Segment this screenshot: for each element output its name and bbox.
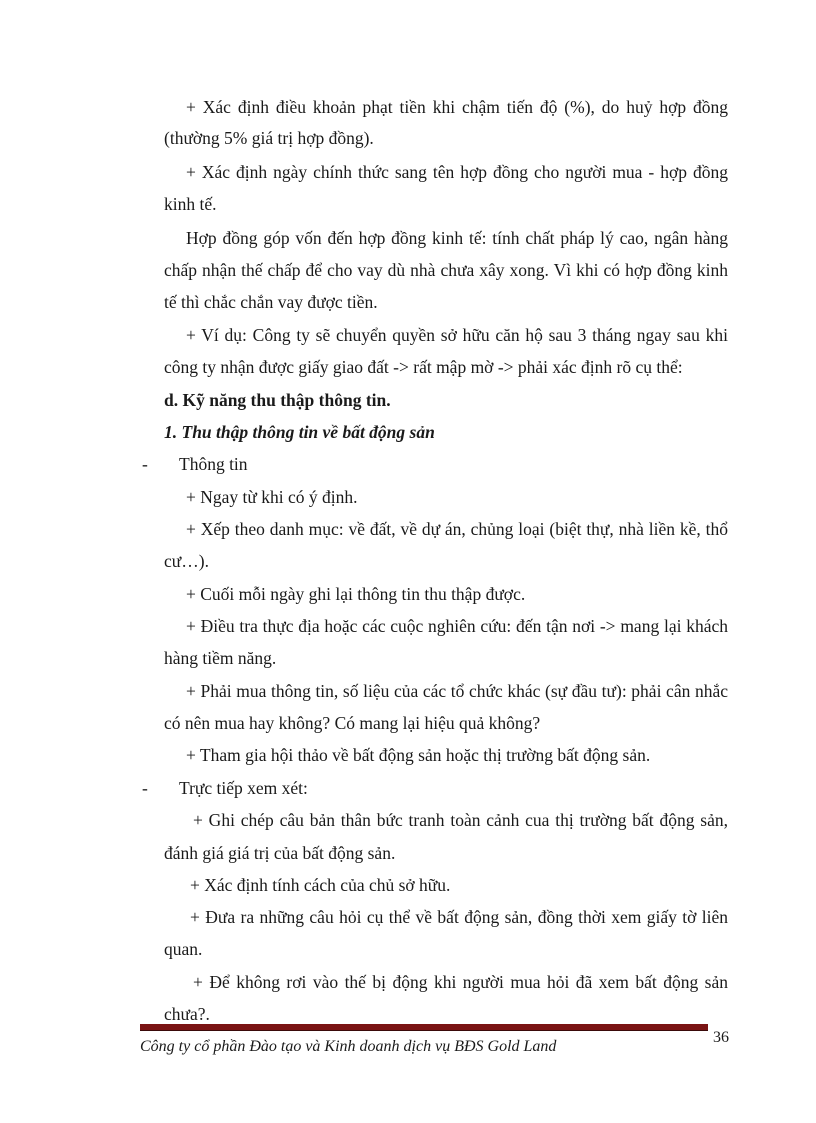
list-item: có nên mua hay không? Có mang lại hiệu quả không? [164, 713, 541, 733]
list-item: + Ghi chép câu bản thân bức tranh toàn cảnh cua thị trường bất động sản, [193, 810, 728, 830]
list-item: + Cuối mỗi ngày ghi lại thông tin thu thập được. [186, 584, 526, 604]
list-item: + Phải mua thông tin, số liệu của các tổ chức khác (sự đầu tư): phải cân nhắc [186, 681, 728, 701]
list-title: Thông tin [179, 454, 248, 474]
paragraph-line: + Xác định ngày chính thức sang tên hợp đồng cho người mua - hợp đồng [186, 162, 728, 182]
subsection-heading: 1. Thu thập thông tin về bất động sản [164, 422, 435, 442]
paragraph-line: + Xác định điều khoản phạt tiền khi chậm tiến độ (%), do huỷ hợp đồng [186, 97, 728, 117]
list-title: Trực tiếp xem xét: [179, 778, 308, 798]
list-item: cư…). [164, 551, 209, 571]
list-item: quan. [164, 939, 203, 959]
paragraph-line: + Ví dụ: Công ty sẽ chuyển quyền sở hữu căn hộ sau 3 tháng ngay sau khi [186, 325, 728, 345]
list-item: đánh giá giá trị của bất động sản. [164, 843, 396, 863]
list-dash: - [142, 454, 148, 474]
paragraph-line: Hợp đồng góp vốn đến hợp đồng kinh tế: tính chất pháp lý cao, ngân hàng [186, 228, 728, 248]
list-item: + Để không rơi vào thế bị động khi người mua hỏi đã xem bất động sản [193, 972, 728, 992]
list-item: + Ngay từ khi có ý định. [186, 487, 358, 507]
list-item: + Tham gia hội thảo về bất động sản hoặc thị trường bất động sản. [186, 745, 651, 765]
paragraph-line: (thường 5% giá trị hợp đồng). [164, 128, 374, 148]
footer-rule [140, 1024, 708, 1031]
paragraph-line: tế thì chắc chắn vay được tiền. [164, 292, 378, 312]
list-item: hàng tiềm năng. [164, 648, 277, 668]
list-dash: - [142, 778, 148, 798]
list-item: + Điều tra thực địa hoặc các cuộc nghiên cứu: đến tận nơi -> mang lại khách [186, 616, 728, 636]
footer-company: Công ty cổ phần Đào tạo và Kinh doanh dịch vụ BĐS Gold Land [140, 1038, 557, 1055]
list-item: + Xếp theo danh mục: về đất, về dự án, chủng loại (biệt thự, nhà liền kề, thổ [186, 519, 728, 539]
paragraph-line: kinh tế. [164, 194, 217, 214]
section-heading: d. Kỹ năng thu thập thông tin. [164, 390, 391, 410]
list-item: chưa?. [164, 1004, 210, 1024]
page-number: 36 [713, 1029, 729, 1046]
list-item: + Đưa ra những câu hỏi cụ thể về bất động sản, đồng thời xem giấy tờ liên [190, 907, 728, 927]
list-item: + Xác định tính cách của chủ sở hữu. [190, 875, 451, 895]
paragraph-line: chấp nhận thế chấp để cho vay dù nhà chưa xây xong. Vì khi có hợp đồng kinh [164, 260, 728, 280]
paragraph-line: công ty nhận được giấy giao đất -> rất mập mờ -> phải xác định rõ cụ thể: [164, 357, 683, 377]
